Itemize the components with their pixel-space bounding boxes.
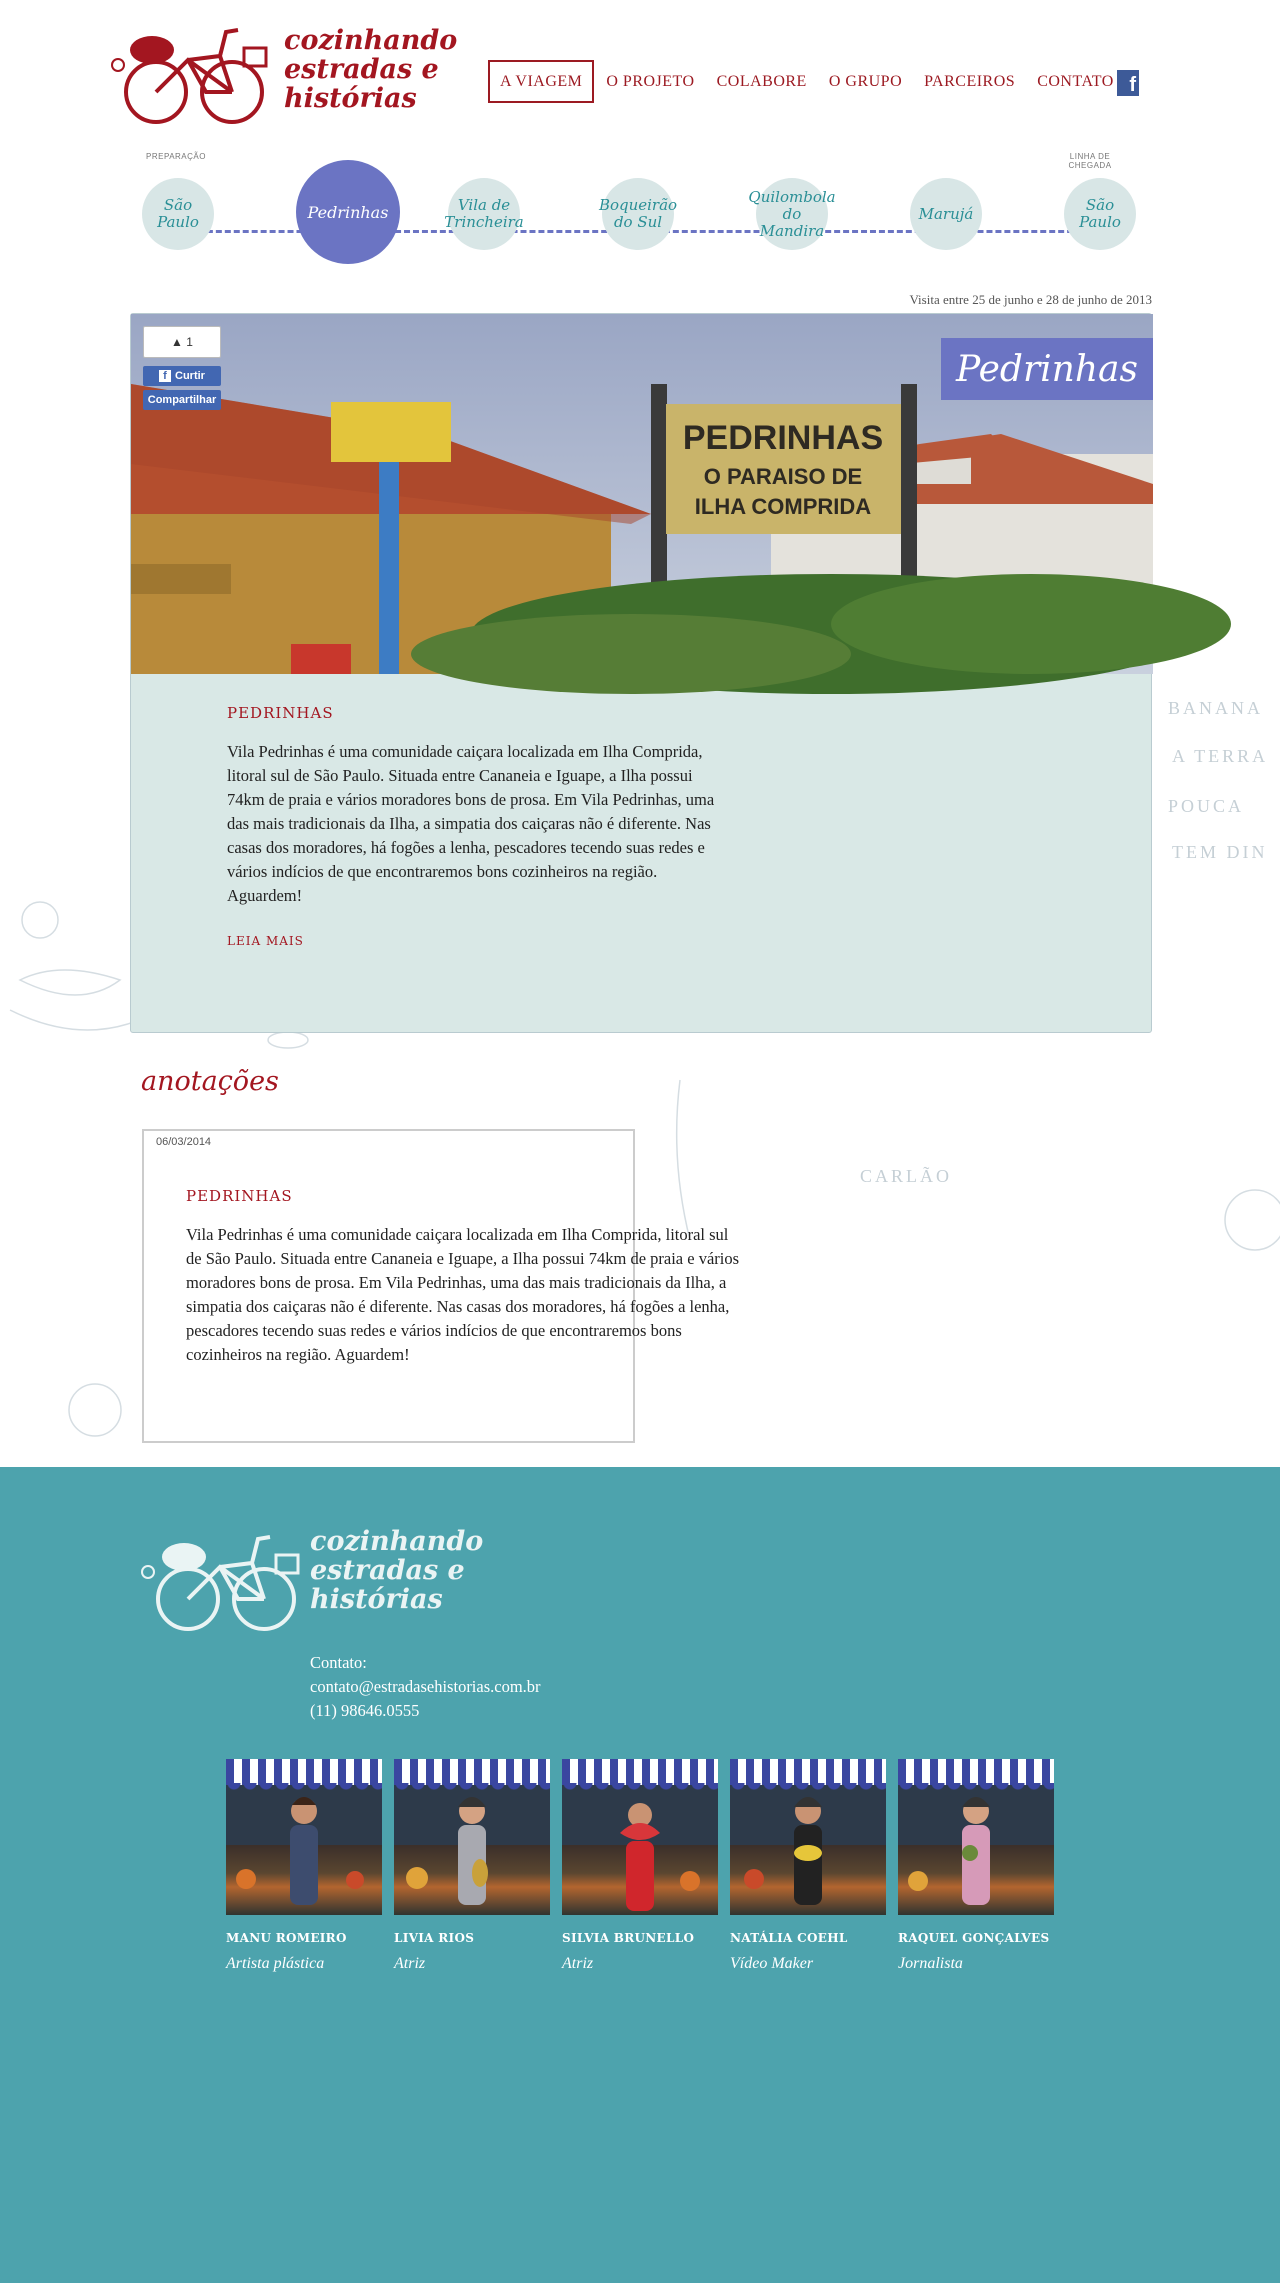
member-name: SILVIA BRUNELLO — [562, 1931, 695, 1945]
member-card[interactable] — [562, 1759, 718, 1973]
read-more-link[interactable]: LEIA MAIS — [227, 934, 304, 948]
sign-line-1: PEDRINHAS — [682, 419, 884, 457]
sketch-text: CARLÃO — [860, 1166, 953, 1186]
logo-text: cozinhando estradas e histórias — [284, 25, 458, 114]
team-members — [226, 1759, 1066, 1973]
like-label: Curtir — [175, 370, 205, 382]
sketch-text: POUCA — [1168, 796, 1245, 816]
footer — [0, 1467, 1280, 2283]
route-stop[interactable]: São Paulo — [1064, 178, 1136, 250]
route-start-caption: PREPARAÇÃO — [146, 152, 206, 161]
footer-logo-text: cozinhando estradas e histórias — [310, 1526, 484, 1615]
article — [227, 704, 727, 949]
bicycle-logo-icon — [108, 20, 278, 130]
note-heading: PEDRINHAS — [186, 1187, 293, 1205]
note-card[interactable] — [142, 1129, 740, 1443]
like-count: 1 — [186, 335, 193, 349]
member-name: LIVIA RIOS — [394, 1931, 475, 1945]
note-date: 06/03/2014 — [156, 1136, 212, 1148]
nav-item-a-viagem[interactable]: A VIAGEM — [488, 60, 594, 103]
member-card[interactable] — [394, 1759, 550, 1973]
member-card[interactable] — [898, 1759, 1054, 1973]
nav-item-parceiros[interactable]: PARCEIROS — [924, 72, 1016, 90]
route-stop[interactable]: São Paulo — [142, 178, 214, 250]
facebook-icon: f — [159, 370, 171, 382]
sketch-text: BANANA — [1168, 698, 1264, 718]
sketch-text: TEM DIN — [1172, 842, 1268, 862]
route-stop[interactable]: Boqueirão do Sul — [602, 178, 674, 250]
facebook-share-button[interactable]: Compartilhar — [143, 390, 221, 410]
hero-title: Pedrinhas — [941, 338, 1153, 400]
route-stop[interactable]: Marujá — [910, 178, 982, 250]
route-stop[interactable]: Quilombola do Mandira — [756, 178, 828, 250]
member-role: Atriz — [562, 1955, 594, 1972]
member-photo — [562, 1759, 718, 1915]
member-role: Vídeo Maker — [730, 1955, 814, 1972]
hero-photo — [131, 314, 1153, 674]
member-role: Atriz — [394, 1955, 426, 1972]
nav-item-o-grupo[interactable]: O GRUPO — [828, 72, 903, 90]
nav-item-contato[interactable]: CONTATO — [1037, 72, 1114, 90]
member-role: Jornalista — [898, 1955, 963, 1972]
sign-line-2: O PARAISO DE — [703, 464, 863, 489]
contact-info — [310, 1651, 541, 1723]
nav-item-colabore[interactable]: COLABORE — [716, 72, 807, 90]
sketch-text: A TERRA — [1172, 746, 1269, 766]
member-role: Artista plástica — [226, 1955, 325, 1972]
note-text: Vila Pedrinhas é uma comunidade caiçara localizada em Ilha Comprida, litoral sul de São Paulo. Situada entre Cananeia e Iguape, a Ilha possui 74km de praia e vários moradores bons de prosa. Em Vila Pedrinhas, uma das mais tradicionais da Ilha, a simpatia dos caiçaras não é diferente. Nas casas dos moradores, há fogões a lenha, pescadores tecendo suas redes e vários indícios de que encontraremos bons cozinheiros na região. Aguardem! — [186, 1225, 740, 1364]
facebook-like-button[interactable] — [143, 366, 221, 386]
bicycle-logo-icon — [140, 1527, 310, 1637]
note-content — [186, 1187, 740, 1367]
location-card — [130, 313, 1152, 1033]
route-stop-active[interactable]: Pedrinhas — [296, 160, 400, 264]
contact-email[interactable]: contato@estradasehistorias.com.br — [310, 1677, 541, 1696]
member-name: MANU ROMEIRO — [226, 1931, 347, 1945]
sign-line-3: ILHA COMPRIDA — [694, 494, 872, 519]
member-photo — [898, 1759, 1054, 1915]
nav-item-o-projeto[interactable]: O PROJETO — [606, 72, 695, 90]
member-card[interactable] — [226, 1759, 382, 1973]
contact-label: Contato: — [310, 1653, 367, 1672]
route-stop[interactable]: Vila de Trincheira — [448, 178, 520, 250]
contact-phone: (11) 98646.0555 — [310, 1701, 420, 1720]
facebook-like-count — [143, 326, 221, 358]
member-card[interactable] — [730, 1759, 886, 1973]
member-name: NATÁLIA COEHL — [730, 1931, 848, 1945]
visit-dates: Visita entre 25 de junho e 28 de junho de 2013 — [909, 292, 1152, 307]
footer-logo[interactable] — [140, 1526, 484, 1637]
site-logo[interactable] — [108, 20, 458, 130]
member-photo — [394, 1759, 550, 1915]
member-name: RAQUEL GONÇALVES — [898, 1931, 1050, 1945]
route-end-caption: LINHA DE CHEGADA — [1068, 152, 1112, 170]
main-nav — [488, 60, 1126, 103]
member-photo — [730, 1759, 886, 1915]
article-body: Vila Pedrinhas é uma comunidade caiçara localizada em Ilha Comprida, litoral sul de São Paulo. Situada entre Cananeia e Iguape, a Ilha possui 74km de praia e vários moradores bons de prosa. Em Vila Pedrinhas, uma das mais tradicionais da Ilha, a simpatia dos caiçaras não é diferente. Nas casas dos moradores, há fogões a lenha, pescadores tecendo suas redes e vários indícios de que encontraremos bons cozinheiros na região. Aguardem! — [227, 742, 715, 905]
route-timeline — [140, 150, 1140, 270]
article-heading: PEDRINHAS — [227, 704, 334, 722]
notes-title: anotações — [141, 1066, 279, 1097]
member-photo — [226, 1759, 382, 1915]
facebook-icon[interactable]: f — [1117, 70, 1139, 96]
thumbs-up-icon: ▲ — [171, 335, 187, 349]
